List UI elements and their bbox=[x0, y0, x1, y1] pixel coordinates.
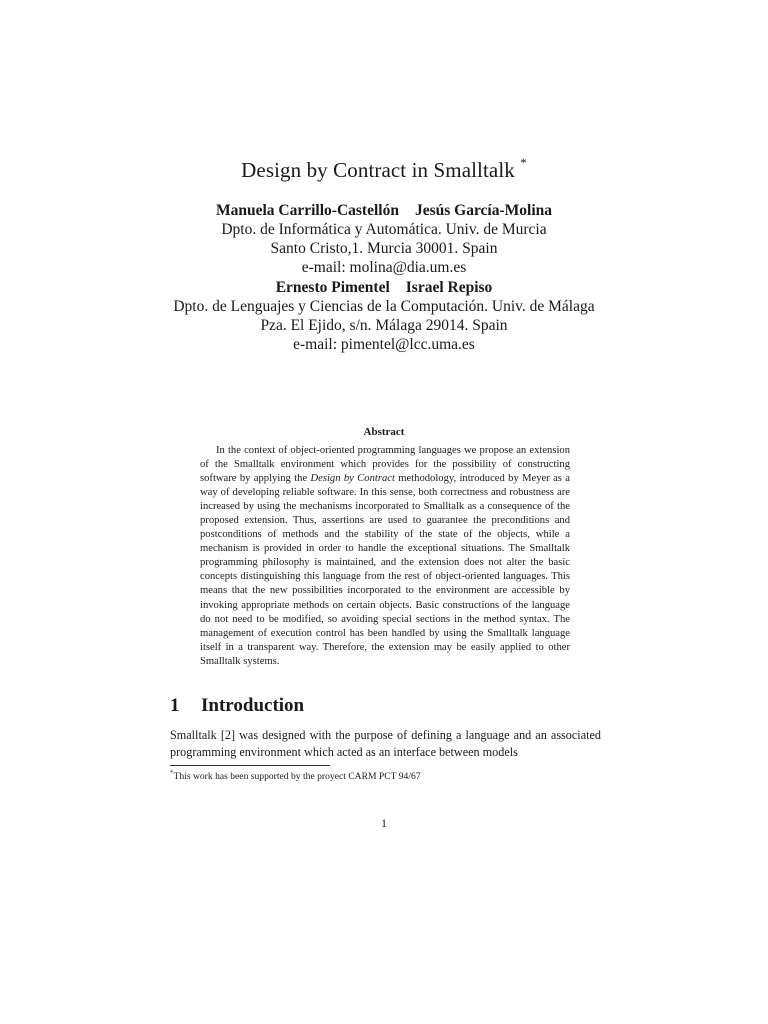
section-heading bbox=[170, 695, 304, 717]
title-text: Design by Contract in Smalltalk bbox=[241, 158, 515, 182]
footnote bbox=[170, 769, 421, 782]
author-affiliation: Dpto. de Informática y Automática. Univ. de Murcia bbox=[221, 221, 547, 238]
author-names-2 bbox=[0, 278, 768, 297]
author-name: Manuela Carrillo-Castellón bbox=[215, 202, 399, 219]
author-block-2 bbox=[0, 278, 768, 354]
author-affiliation: Dpto. de Lenguajes y Ciencias de la Computación. Univ. de Málaga bbox=[173, 298, 595, 315]
section-body-text: Smalltalk [2] was designed with the purpose of defining a language and an associated programming environment which acted as an interface between models bbox=[170, 728, 601, 759]
author-name: Jesús García-Molina bbox=[414, 202, 553, 219]
author-address: Santo Cristo,1. Murcia 30001. Spain bbox=[270, 240, 498, 257]
paper-title bbox=[0, 157, 768, 183]
abstract-body bbox=[200, 444, 570, 669]
footnote-text: This work has been supported by the proyect CARM PCT 94/67 bbox=[173, 771, 421, 783]
abstract-text: In the context of object-oriented programming languages we propose an extension of the Smalltalk environment which provides for the possibility of constructing software by applying the bbox=[200, 445, 570, 485]
author-address: Pza. El Ejido, s/n. Málaga 29014. Spain bbox=[260, 317, 508, 334]
author-name: Ernesto Pimentel bbox=[275, 279, 390, 296]
abstract-text: methodology, introduced by Meyer as a way of developing reliable software. In this sense, both correctness and robustness are increased by using the mechanisms incorporated to Smalltalk as a consequence of the proposed extension. Thus, assertions are used to guarantee the preconditions and postconditions of methods and the stability of the state of the objects, while a mechanism is provided in order to handle the exceptional situations. The Smalltalk programming philosophy is maintained, and the extension does not alter the basic concepts distinguishing this language from the rest of object-oriented languages. This means that the new possibilities incorporated to the environment are accessible by invoking appropriate methods on certain objects. Basic constructions of the language do not need to be modified, so avoiding special sections in the method syntax. The management of execution control has been handled by using the Smalltalk language itself in a transparent way. Therefore, the extension may be easily applied to other Smalltalk systems. bbox=[200, 473, 570, 667]
page-number: 1 bbox=[381, 816, 387, 830]
section-title: Introduction bbox=[201, 695, 305, 716]
author-name: Israel Repiso bbox=[405, 279, 493, 296]
author-email: e-mail: pimentel@lcc.uma.es bbox=[293, 336, 475, 353]
footnote-mark: * bbox=[170, 769, 174, 777]
author-names-1 bbox=[0, 201, 768, 220]
title-footnote-mark: * bbox=[520, 155, 527, 170]
abstract-emphasis: Design by Contract bbox=[310, 473, 395, 485]
section-number: 1 bbox=[170, 695, 180, 716]
footnote-rule bbox=[170, 765, 330, 766]
author-email: e-mail: molina@dia.um.es bbox=[301, 259, 467, 276]
abstract-heading: Abstract bbox=[363, 426, 405, 438]
author-block-1 bbox=[0, 201, 768, 277]
